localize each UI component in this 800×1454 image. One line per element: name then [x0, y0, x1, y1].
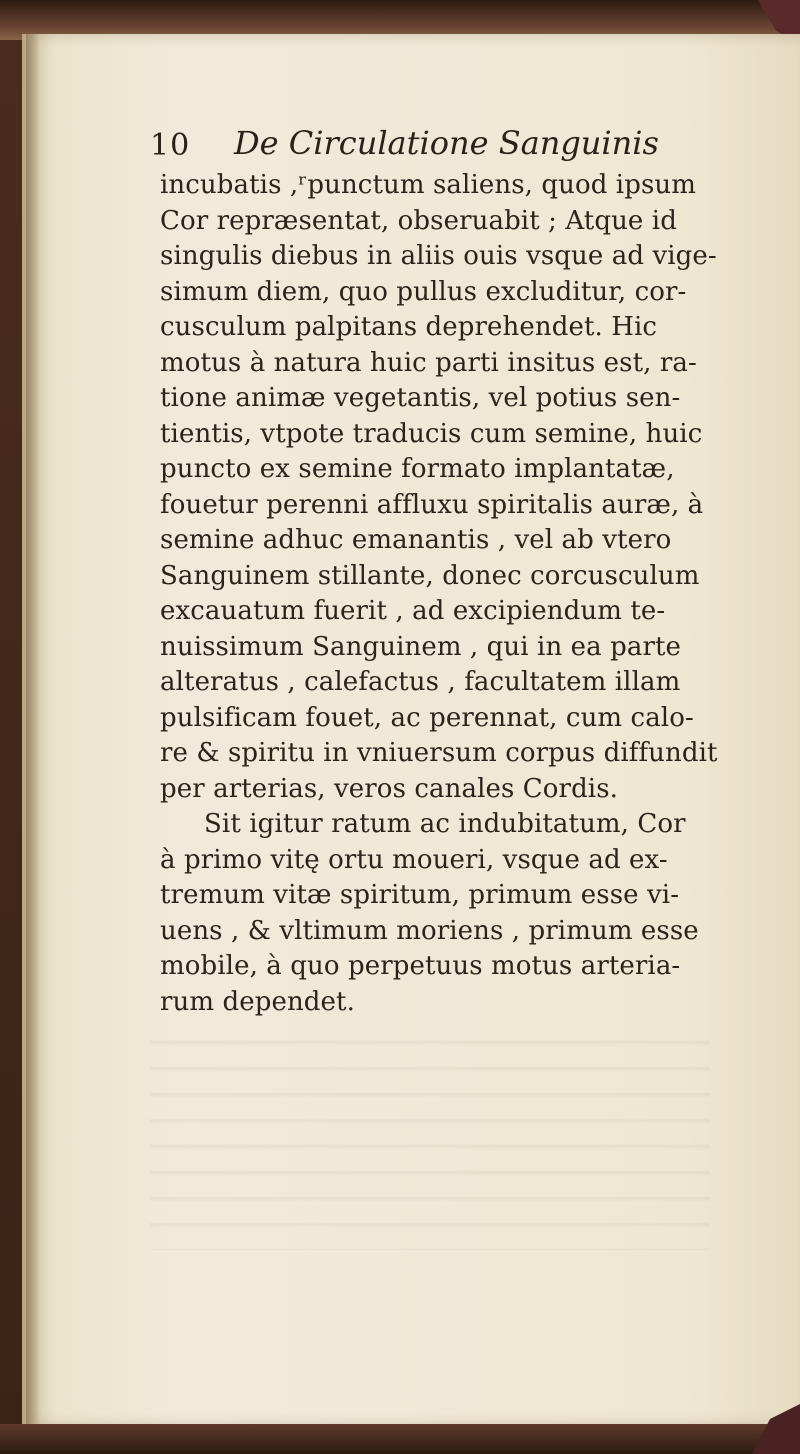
page-number: 10 — [150, 128, 191, 163]
page-header — [150, 124, 750, 172]
body-text — [160, 168, 780, 1020]
text-line: uens , & vltimum moriens , primum esse — [160, 915, 699, 946]
text-line: fouetur perenni affluxu spiritalis auræ, à — [160, 489, 704, 520]
text-line: tremum vitæ spiritum, primum esse vi- — [160, 880, 680, 910]
page-gutter-shadow — [26, 34, 40, 1426]
text-line: per arterias, veros canales Cordis. — [160, 773, 619, 804]
text-line: mobile, à quo perpetuus motus arteria- — [160, 951, 681, 981]
paragraph-start-line: Sit igitur ratum ac indubitatum, Cor — [204, 809, 686, 839]
text-line: incubatis ,ʳpunctum saliens, quod ipsum — [160, 170, 697, 200]
text-line: alteratus , calefactus , facultatem illam — [160, 667, 681, 697]
text-line: semine adhuc emanantis , vel ab vtero — [160, 525, 672, 555]
text-line: à primo vitę ortu moueri, vsque ad ex- — [160, 844, 668, 875]
text-line: motus à natura huic parti insitus est, ra- — [160, 347, 697, 378]
text-line: rum dependet. — [160, 986, 355, 1017]
text-line: re & spiritu in vniuersum corpus diffundit — [160, 738, 718, 768]
text-line: puncto ex semine formato implantatæ, — [160, 454, 675, 484]
running-title: De Circulatione Sanguinis — [234, 124, 659, 162]
book-bottom-edge — [0, 1424, 800, 1454]
text-line: singulis diebus in aliis ouis vsque ad vige- — [160, 241, 717, 271]
text-line: excauatum fuerit , ad excipiendum te- — [160, 596, 666, 626]
text-line: Cor repræsentat, obseruabit ; Atque id — [160, 205, 677, 236]
show-through-from-reverse — [150, 1020, 710, 1250]
text-line: Sanguinem stillante, donec corcusculum — [160, 560, 700, 591]
text-line: tientis, vtpote traducis cum semine, huic — [160, 418, 703, 449]
text-line: simum diem, quo pullus excluditur, cor- — [160, 276, 687, 307]
text-line: nuissimum Sanguinem , qui in ea parte — [160, 631, 682, 662]
text-line: tione animæ vegetantis, vel potius sen- — [160, 383, 681, 413]
text-line: cusculum palpitans deprehendet. Hic — [160, 312, 658, 342]
text-line: pulsificam fouet, ac perennat, cum calo- — [160, 702, 694, 733]
